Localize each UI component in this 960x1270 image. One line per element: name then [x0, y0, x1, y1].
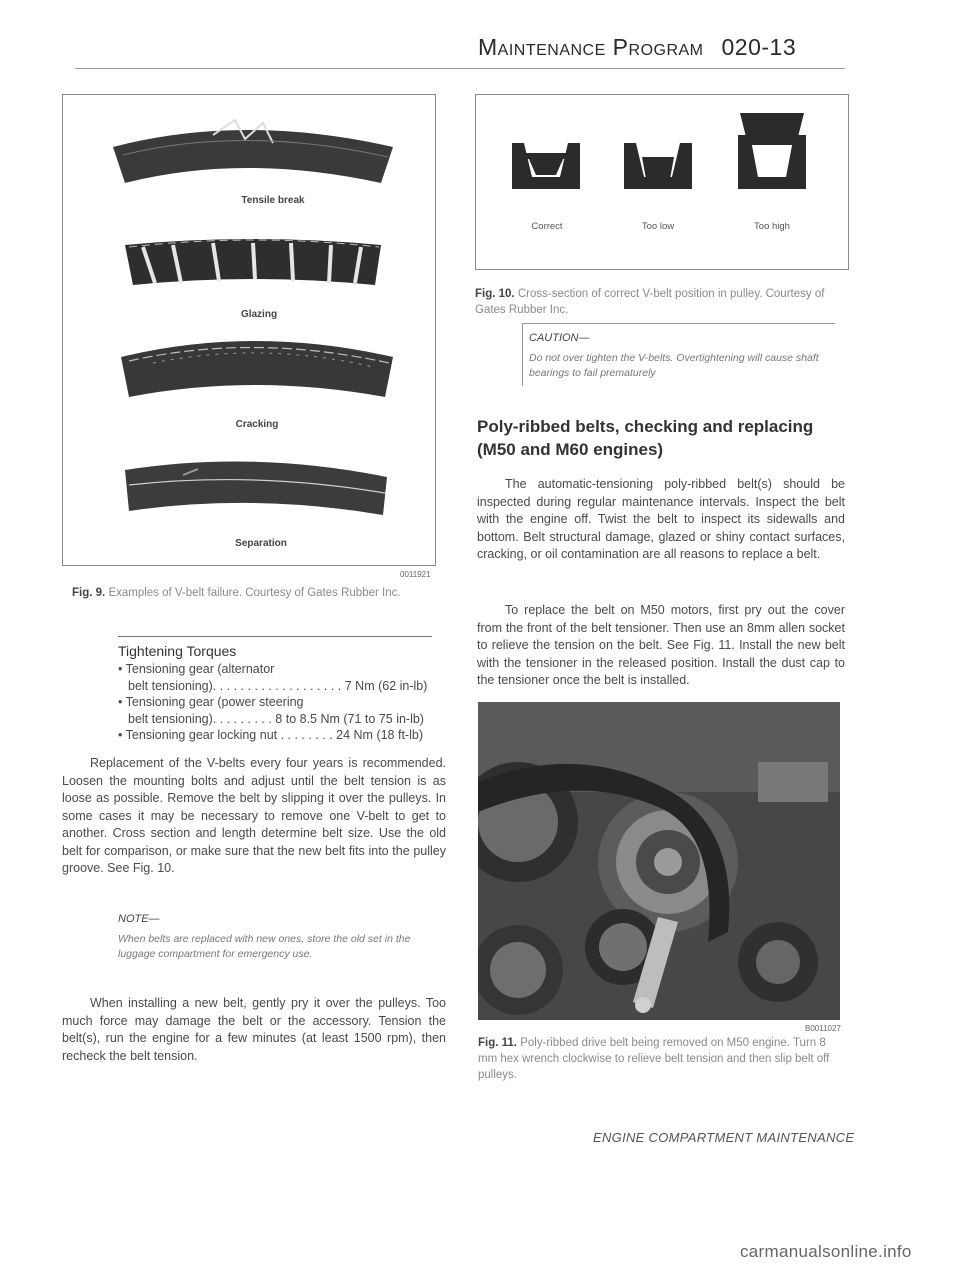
page-number: 020-13 [721, 34, 797, 60]
section-heading: Poly-ribbed belts, checking and replacing (M50 and M60 engines) [477, 417, 814, 459]
fig11-caption-label: Fig. 11. [478, 1037, 517, 1049]
left-paragraph-2: When installing a new belt, gently pry it over the pulleys. Too much force may damage the belt or the accessory. Tension the belt(s), run the engine for a few minutes (at least 1500 rpm), then recheck the belt tension. [62, 996, 446, 1063]
torque-item-1-line1: • Tensioning gear (alternator [118, 662, 275, 676]
too-low-diagram [624, 143, 692, 189]
correct-position-diagram [512, 143, 580, 189]
caution-text: Do not over tighten the V-belts. Overtightening will cause shaft bearings to fail prematurely [529, 352, 819, 379]
right-paragraph-1: The automatic-tensioning poly-ribbed belt(s) should be inspected during regular maintenance intervals. Inspect the belt with the engine off. Twist the belt to inspect its sidewalls and bottom. Belt structural damage, glazed or shiny contact surfaces, cracking, or oil contamination are all reasons to replace a belt. [477, 477, 845, 561]
torque-item-2-line1: • Tensioning gear (power steering [118, 695, 304, 709]
torque-title: Tightening Torques [118, 643, 237, 659]
fig9-figure [62, 94, 436, 566]
caution-title: CAUTION— [529, 332, 590, 344]
fig9-label-cracking: Cracking [235, 419, 279, 430]
torque-rule [118, 636, 432, 637]
fig10-label-correct: Correct [531, 221, 563, 232]
right-paragraph-2: To replace the belt on M50 motors, first pry out the cover from the front of the belt tensioner. Then use an 8mm allen socket to relieve the tension on the belt. See Fig. 11. Install the new belt with the tensioner in the released position. Install the dust cap to the tensioner once the belt is installed. [477, 603, 845, 687]
site-watermark: carmanualsonline.info [740, 1242, 912, 1261]
fig9-label-tensile: Tensile break [241, 195, 305, 206]
engine-belt-photo [478, 702, 840, 1020]
torque-item-2-line2: belt tensioning). . . . . . . . . 8 to 8.5 Nm (71 to 75 in-lb) [128, 711, 424, 726]
note-text: When belts are replaced with new ones, store the old set in the luggage compartment for emergency use. [118, 933, 411, 960]
torque-list [118, 661, 427, 744]
too-high-diagram [738, 113, 806, 189]
fig10-label-too-high: Too high [754, 221, 790, 232]
fig10-caption-text: Cross-section of correct V-belt position in pulley. Courtesy of Gates Rubber Inc. [475, 288, 825, 316]
separation-belt [125, 461, 387, 515]
running-footer: ENGINE COMPARTMENT MAINTENANCE [593, 1130, 855, 1145]
fig9-caption [72, 585, 442, 601]
fig11-photo [478, 702, 840, 1020]
fig9-label-separation: Separation [235, 538, 287, 549]
fig9-id: 0011921 [400, 570, 431, 579]
fig9-caption-text: Examples of V-belt failure. Courtesy of Gates Rubber Inc. [108, 587, 401, 599]
belt-failure-illustrations [63, 95, 435, 565]
fig11-id: B0011027 [805, 1024, 841, 1033]
note-title: NOTE— [118, 913, 160, 925]
glazing-belt [125, 239, 381, 285]
fig9-caption-label: Fig. 9. [72, 587, 106, 599]
left-paragraph-1: Replacement of the V-belts every four years is recommended. Loosen the mounting bolts and adjust until the belt tension is as loose as possible. Remove the belt by slipping it over the pulleys. In some cases it may be necessary to remove one V-belt to get to another. Cross section and length determine belt size. Use the old belt for comparison, or make sure that the new belt fits into the pulley groove. See Fig. 10. [62, 756, 446, 875]
cracking-belt [121, 341, 393, 397]
header-title: Maintenance Program [478, 34, 704, 60]
vbelt-cross-sections [476, 95, 848, 269]
header-rule [75, 68, 845, 69]
fig11-caption-text: Poly-ribbed drive belt being removed on M50 engine. Turn 8 mm hex wrench clockwise to relieve belt tension and then slip belt off pulleys. [478, 1037, 830, 1081]
fig11-caption [478, 1035, 848, 1083]
fig10-figure [475, 94, 849, 270]
torque-item-1-line2: belt tensioning). . . . . . . . . . . . . . . . . . . 7 Nm (62 in-lb) [128, 678, 428, 693]
caution-box [522, 323, 835, 386]
fig10-caption [475, 286, 847, 318]
running-header [478, 34, 796, 61]
tensile-break-belt [113, 120, 393, 183]
fig10-label-too-low: Too low [641, 221, 675, 232]
fig10-caption-label: Fig. 10. [475, 288, 515, 300]
torque-item-3: • Tensioning gear locking nut . . . . . . . . 24 Nm (18 ft-lb) [118, 728, 423, 742]
fig9-label-glazing: Glazing [240, 309, 278, 320]
